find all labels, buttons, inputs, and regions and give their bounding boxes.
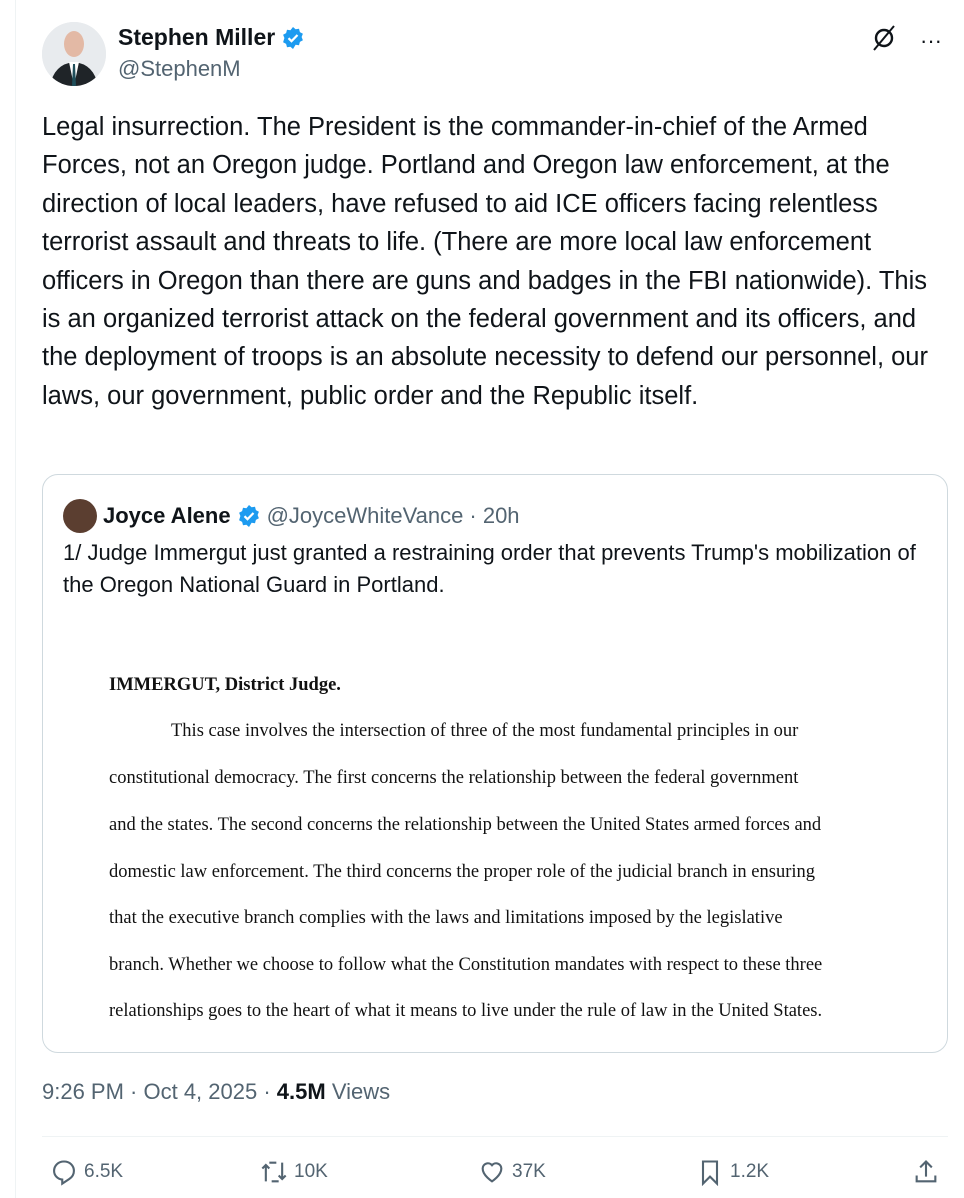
left-border: [15, 0, 16, 1198]
timestamp[interactable]: 9:26 PM · Oct 4, 2025 ·: [42, 1079, 277, 1104]
repost-button[interactable]: 10K: [260, 1158, 328, 1186]
quoted-time: · 20h: [469, 503, 520, 528]
document-image[interactable]: [43, 625, 947, 1053]
bookmark-icon: [696, 1158, 724, 1186]
document-heading: IMMERGUT, District Judge.: [109, 675, 341, 695]
quoted-text: 1/ Judge Immergut just granted a restraining order that prevents Trump's mobilization of the Oregon National Guard in Portland.: [63, 540, 916, 597]
document-line: that the executive branch complies with the laws and limitations imposed by the legislative: [109, 908, 783, 928]
quoted-author-name: Joyce Alene: [103, 503, 231, 528]
share-icon: [912, 1158, 940, 1186]
tweet-meta: [42, 1079, 390, 1105]
repost-icon: [260, 1158, 288, 1186]
document-line: relationships goes to the heart of what it means to live under the rule of law in the United States.: [109, 1001, 823, 1021]
author-handle[interactable]: @StephenM: [118, 56, 241, 81]
document-line: branch. Whether we choose to follow what the Constitution mandates with respect to these three: [109, 955, 823, 975]
reply-button[interactable]: 6.5K: [50, 1158, 123, 1186]
grok-icon[interactable]: [870, 24, 898, 58]
tweet-text: Legal insurrection. The President is the commander-in-chief of the Armed Forces, not an Oregon judge. Portland and Oregon law enforcement, at the direction of local leaders, have refused to aid ICE officers facing relentless terrorist assault and threats to life. (There are more local law enforcement officers in Oregon than there are guns and badges in the FBI nationwide). This is an organized terrorist attack on the federal government and its officers, and the deployment of troops is an absolute necessity to defend our personnel, our laws, our government, public order and the Republic itself.: [42, 113, 928, 410]
views-label: Views: [325, 1079, 391, 1104]
document-line: and the states. The second concerns the relationship between the United States armed forces and: [109, 815, 822, 835]
verified-badge-icon: [237, 504, 261, 528]
more-options-icon[interactable]: ···: [920, 28, 942, 53]
document-line: This case involves the intersection of three of the most fundamental principles in our: [171, 721, 799, 741]
document-line: domestic law enforcement. The third concerns the proper role of the judicial branch in ensuring: [109, 862, 816, 882]
views-count: 4.5M: [276, 1079, 326, 1104]
quoted-author-handle: @JoyceWhiteVance: [266, 503, 464, 528]
quoted-author-avatar: [63, 499, 97, 533]
action-bar: [50, 1158, 940, 1190]
heart-icon: [478, 1158, 506, 1186]
like-button[interactable]: 37K: [478, 1158, 546, 1186]
bookmark-button[interactable]: 1.2K: [696, 1158, 769, 1186]
verified-badge-icon: [281, 26, 305, 50]
share-button[interactable]: [912, 1158, 940, 1186]
reply-icon: [50, 1158, 78, 1186]
quoted-tweet[interactable]: [42, 474, 948, 1053]
author-name[interactable]: Stephen Miller: [118, 24, 305, 51]
author-avatar[interactable]: [42, 22, 106, 86]
document-line: constitutional democracy. The first concerns the relationship between the federal government: [109, 768, 799, 788]
divider: [42, 1136, 948, 1137]
